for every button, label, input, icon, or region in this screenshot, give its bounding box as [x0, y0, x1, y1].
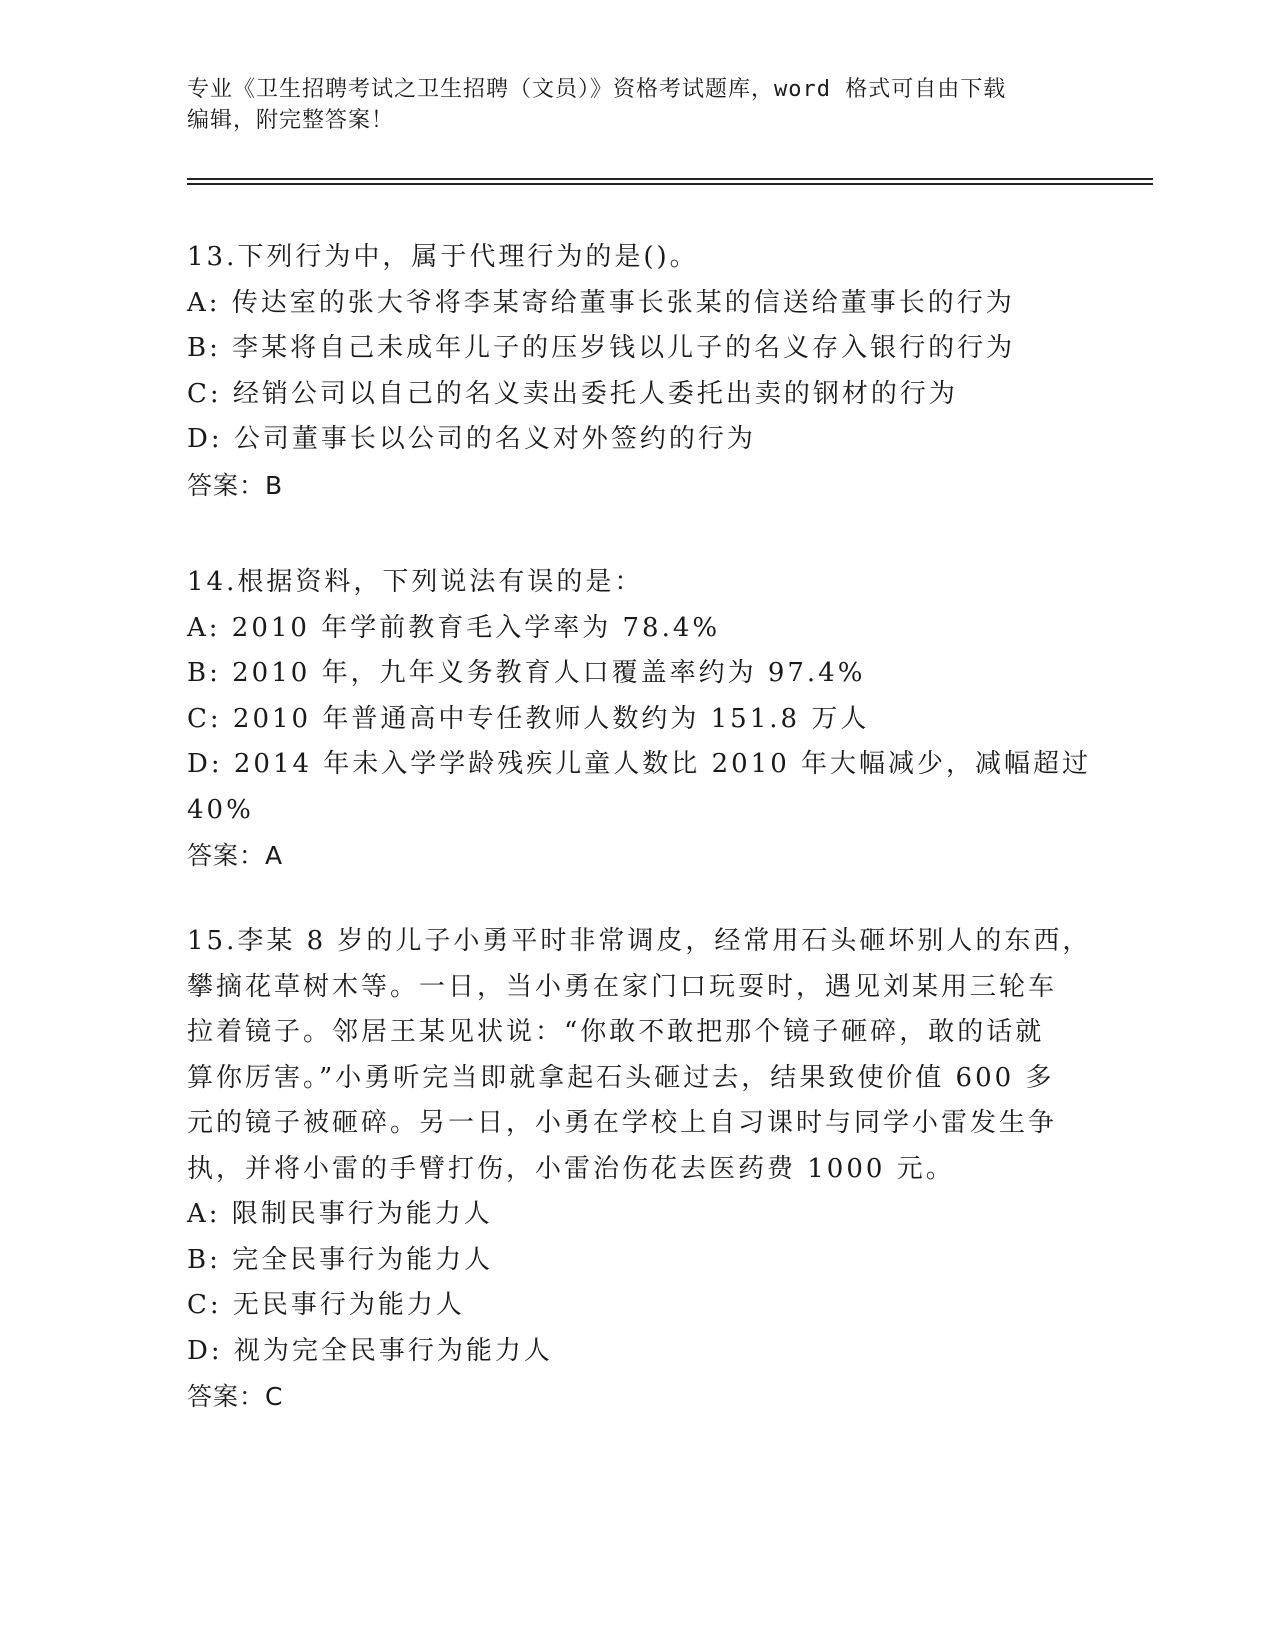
question-stem-line: 拉着镜子。邻居王某见状说：“你敢不敢把那个镜子砸碎，敢的话就: [187, 1017, 1045, 1047]
header-divider-top: [187, 178, 1153, 180]
question-stem: 13.下列行为中，属于代理行为的是()。: [187, 242, 699, 272]
question-stem-line: 元的镜子被砸碎。另一日，小勇在学校上自习课时与同学小雷发生争: [187, 1108, 1058, 1138]
option-a: A: 限制民事行为能力人: [187, 1199, 493, 1229]
option-d: D: 2014 年未入学学龄残疾儿童人数比 2010 年大幅减少，减幅超过: [187, 749, 1092, 779]
option-d: D: 公司董事长以公司的名义对外签约的行为: [187, 424, 756, 454]
question-stem-line: 执，并将小雷的手臂打伤，小雷治伤花去医药费 1000 元。: [187, 1153, 955, 1184]
question-15: [187, 919, 1092, 1420]
option-c: C: 2010 年普通高中专任教师人数约为 151.8 万人: [187, 703, 870, 734]
answer-label: 答案：C: [187, 1382, 284, 1411]
option-d: D: 视为完全民事行为能力人: [187, 1335, 553, 1366]
option-b: B: 李某将自己未成年儿子的压岁钱以儿子的名义存入银行的行为: [187, 333, 1016, 363]
answer-label: 答案：B: [187, 470, 284, 500]
option-c: C: 无民事行为能力人: [187, 1290, 465, 1320]
question-stem-line: 攀摘花草树木等。一日，当小勇在家门口玩耍时，遇见刘某用三轮车: [187, 971, 1058, 1002]
option-a: A: 传达室的张大爷将李某寄给董事长张某的信送给董事长的行为: [187, 287, 1015, 318]
question-stem-line: 15.李某 8 岁的儿子小勇平时非常调皮，经常用石头砸坏别人的东西，: [187, 926, 1092, 956]
header-line-2: 编辑，附完整答案！: [187, 108, 395, 133]
header-line-1: 专业《卫生招聘考试之卫生招聘（文员）》资格考试题库，word 格式可自由下载: [187, 77, 1007, 102]
option-b: B: 完全民事行为能力人: [187, 1244, 494, 1275]
option-b: B: 2010 年，九年义务教育人口覆盖率约为 97.4%: [187, 658, 866, 688]
question-13: [187, 235, 1057, 508]
option-c: C: 经销公司以自己的名义卖出委托人委托出卖的钢材的行为: [187, 378, 958, 409]
option-d-continuation: 40%: [187, 794, 254, 825]
answer-label: 答案：A: [187, 841, 284, 870]
question-stem-line: 算你厉害。”小勇听完当即就拿起石头砸过去，结果致使价值 600 多: [187, 1062, 1055, 1093]
page-header: [187, 74, 1067, 136]
option-a: A: 2010 年学前教育毛入学率为 78.4%: [187, 612, 721, 643]
header-divider-bottom: [187, 183, 1153, 185]
question-14: [187, 560, 1092, 879]
question-stem: 14.根据资料，下列说法有误的是：: [187, 567, 644, 597]
